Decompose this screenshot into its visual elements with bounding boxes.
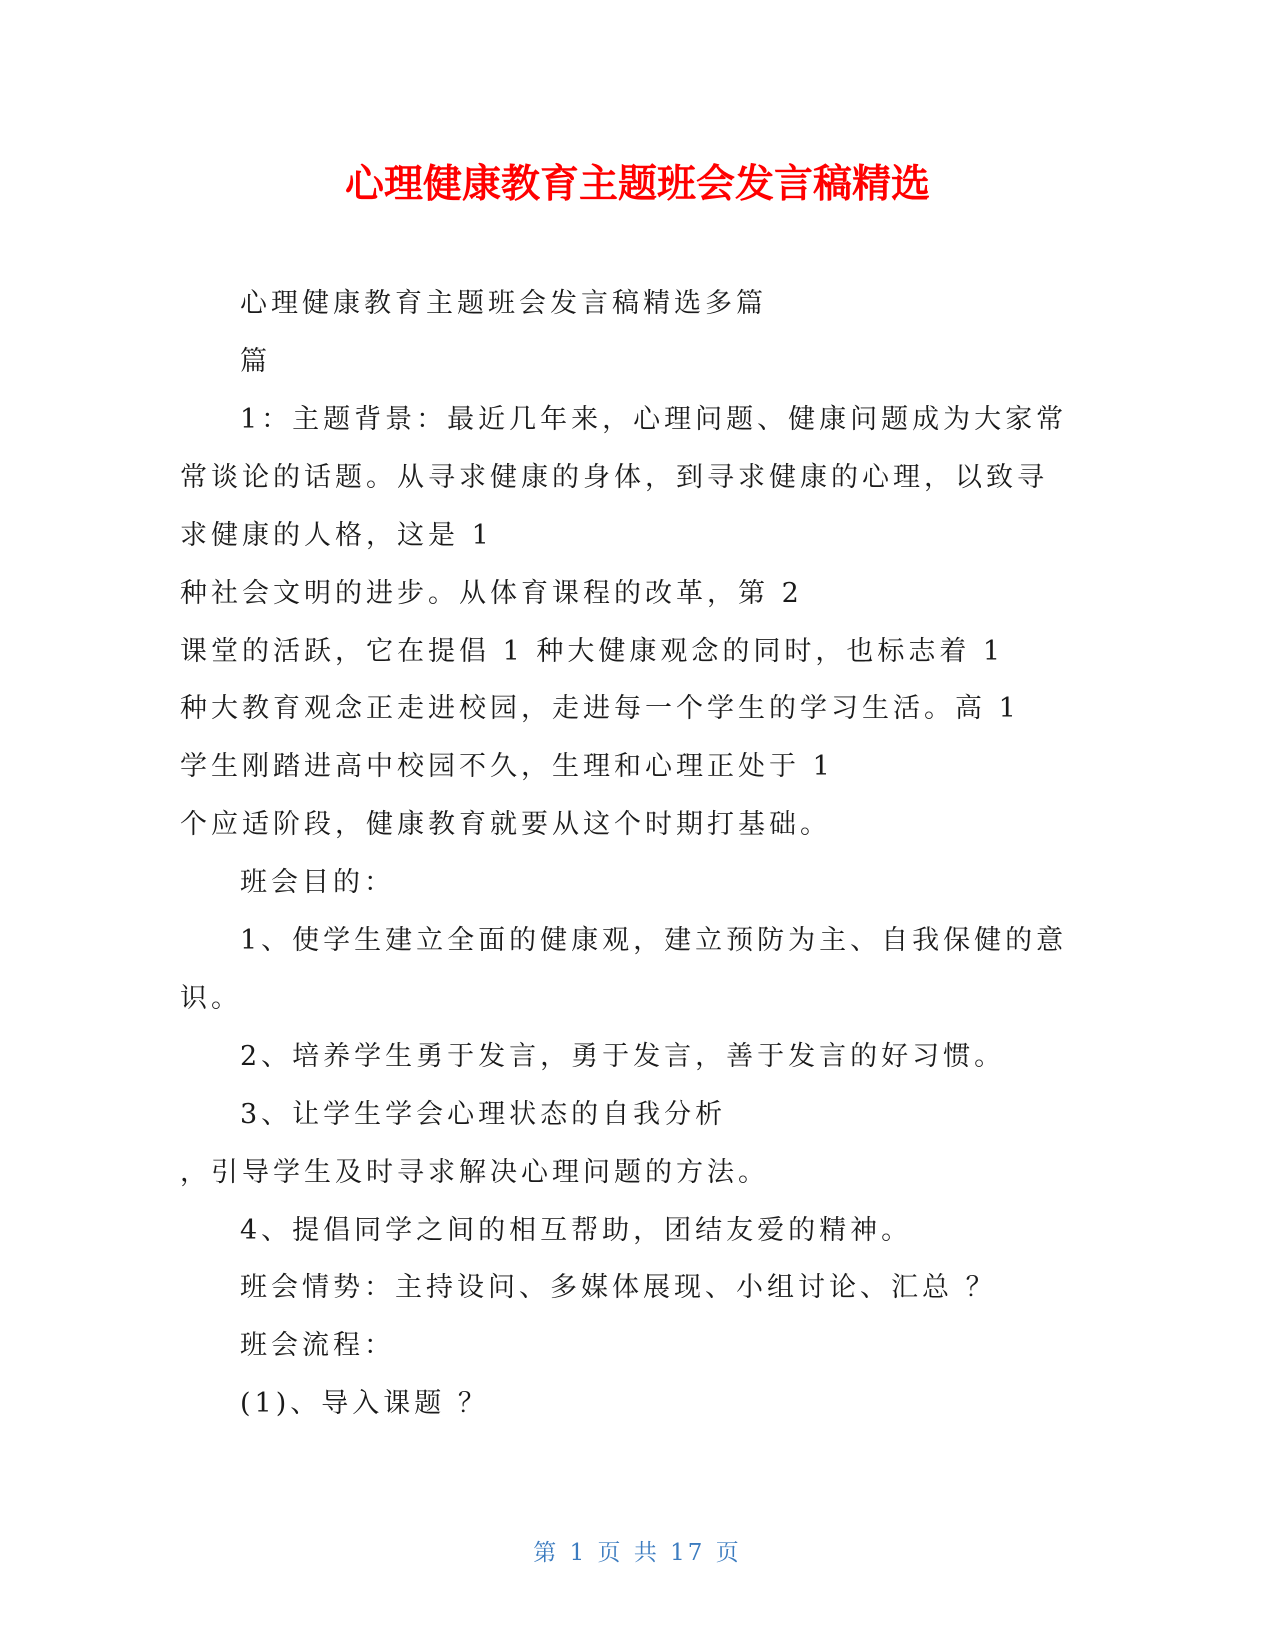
list-item: 1、使学生建立全面的健康观，建立预防为主、自我保健的意	[240, 925, 1068, 956]
paragraph-line: 课堂的活跃，它在提倡 1 种大健康观念的同时，也标志着 1	[180, 636, 1005, 667]
paragraph-line: 篇	[240, 346, 271, 377]
paragraph-line: 1：主题背景：最近几年来，心理问题、健康问题成为大家常	[240, 404, 1068, 435]
paragraph-line: 学生刚踏进高中校园不久，生理和心理正处于 1	[180, 751, 834, 782]
list-item-continuation: 识。	[180, 983, 242, 1014]
paragraph-line: 常谈论的话题。从寻求健康的身体，到寻求健康的心理，以致寻	[180, 462, 1048, 493]
paragraph-line: 种社会文明的进步。从体育课程的改革，第 2	[180, 578, 803, 609]
list-item-continuation: ，引导学生及时寻求解决心理问题的方法。	[180, 1157, 769, 1188]
section-heading: 班会流程：	[240, 1330, 395, 1361]
paragraph-line: (1)、导入课题 ？	[240, 1388, 489, 1419]
paragraph-line: 求健康的人格，这是 1	[180, 520, 493, 551]
list-item: 3、让学生学会心理状态的自我分析	[240, 1099, 727, 1130]
document-title: 心理健康教育主题班会发言稿精选	[344, 162, 930, 207]
list-item: 2、培养学生勇于发言，勇于发言，善于发言的好习惯。	[240, 1041, 1006, 1072]
paragraph-line: 班会情势：主持设问、多媒体展现、小组讨论、汇总 ？	[240, 1272, 997, 1303]
section-heading: 班会目的：	[240, 867, 395, 898]
page-number: 第 1 页 共 17 页	[533, 1540, 742, 1566]
paragraph-line: 个应适阶段，健康教育就要从这个时期打基础。	[180, 809, 831, 840]
list-item: 4、提倡同学之间的相互帮助，团结友爱的精神。	[240, 1215, 913, 1246]
paragraph-line: 种大教育观念正走进校园，走进每一个学生的学习生活。高 1	[180, 693, 1020, 724]
paragraph-subtitle: 心理健康教育主题班会发言稿精选多篇	[240, 288, 767, 319]
